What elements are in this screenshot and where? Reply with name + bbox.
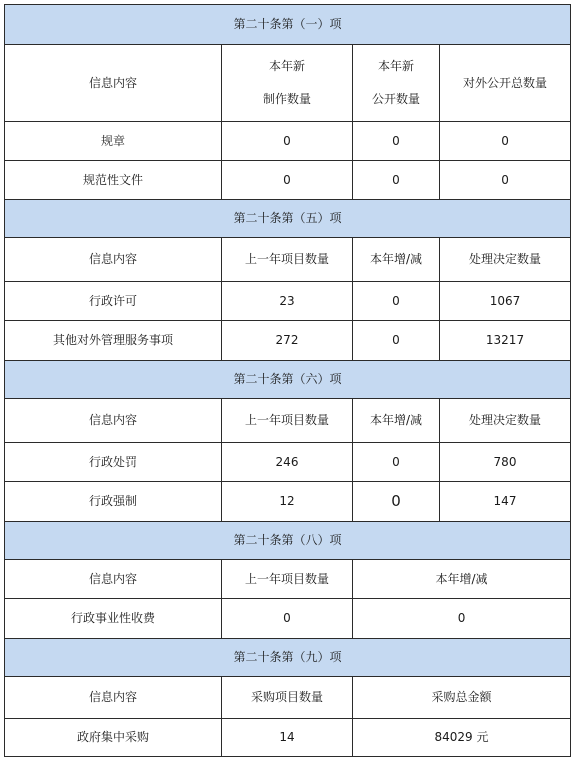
header-change: 本年增/减 [353,238,440,282]
header-change: 本年增/减 [353,560,571,599]
header-new-made: 本年新 制作数量 [222,45,353,122]
table-row [5,599,571,639]
row-label: 行政处罚 [5,443,222,482]
header-purchase-amount: 采购总金额 [353,677,571,719]
header-change: 本年增/减 [353,399,440,443]
table-row [5,719,571,757]
cell-value: 1067 [440,282,571,321]
cell-value: 0 [353,599,571,639]
section-header-row [5,361,571,399]
section-title: 第二十条第（八）项 [5,522,571,560]
cell-value: 0 [353,482,440,522]
cell-value: 0 [353,122,440,161]
cell-value: 0 [353,282,440,321]
cell-value: 0 [222,161,353,200]
header-handled: 处理决定数量 [440,399,571,443]
cell-value: 0 [222,122,353,161]
section-title: 第二十条第（六）项 [5,361,571,399]
cell-value: 0 [353,443,440,482]
table-row [5,282,571,321]
cell-value: 147 [440,482,571,522]
column-header-row [5,560,571,599]
table-row [5,482,571,522]
cell-value: 23 [222,282,353,321]
section-title: 第二十条第（一）项 [5,5,571,45]
row-label: 政府集中采购 [5,719,222,757]
row-label: 行政强制 [5,482,222,522]
header-total: 对外公开总数量 [440,45,571,122]
header-handled: 处理决定数量 [440,238,571,282]
row-label: 行政许可 [5,282,222,321]
header-content: 信息内容 [5,45,222,122]
section-header-row [5,522,571,560]
header-prev-count: 上一年项目数量 [222,560,353,599]
column-header-row [5,399,571,443]
header-content: 信息内容 [5,560,222,599]
column-header-row [5,45,571,122]
cell-value: 0 [353,161,440,200]
section-header-row [5,200,571,238]
header-content: 信息内容 [5,399,222,443]
cell-value: 780 [440,443,571,482]
header-content: 信息内容 [5,677,222,719]
section-header-row [5,639,571,677]
header-purchase-count: 采购项目数量 [222,677,353,719]
header-content: 信息内容 [5,238,222,282]
column-header-row [5,677,571,719]
header-prev-count: 上一年项目数量 [222,399,353,443]
section-title: 第二十条第（九）项 [5,639,571,677]
cell-value: 84029 元 [353,719,571,757]
section-header-row [5,5,571,45]
section-title: 第二十条第（五）项 [5,200,571,238]
table-row [5,443,571,482]
table-row [5,122,571,161]
row-label: 其他对外管理服务事项 [5,321,222,361]
row-label: 规章 [5,122,222,161]
cell-value: 272 [222,321,353,361]
disclosure-table [4,4,571,757]
cell-value: 0 [222,599,353,639]
row-label: 行政事业性收费 [5,599,222,639]
cell-value: 14 [222,719,353,757]
cell-value: 0 [440,161,571,200]
header-prev-count: 上一年项目数量 [222,238,353,282]
header-new-published: 本年新 公开数量 [353,45,440,122]
cell-value: 246 [222,443,353,482]
table-row [5,321,571,361]
column-header-row [5,238,571,282]
cell-value: 0 [440,122,571,161]
table-row [5,161,571,200]
row-label: 规范性文件 [5,161,222,200]
cell-value: 12 [222,482,353,522]
cell-value: 13217 [440,321,571,361]
cell-value: 0 [353,321,440,361]
